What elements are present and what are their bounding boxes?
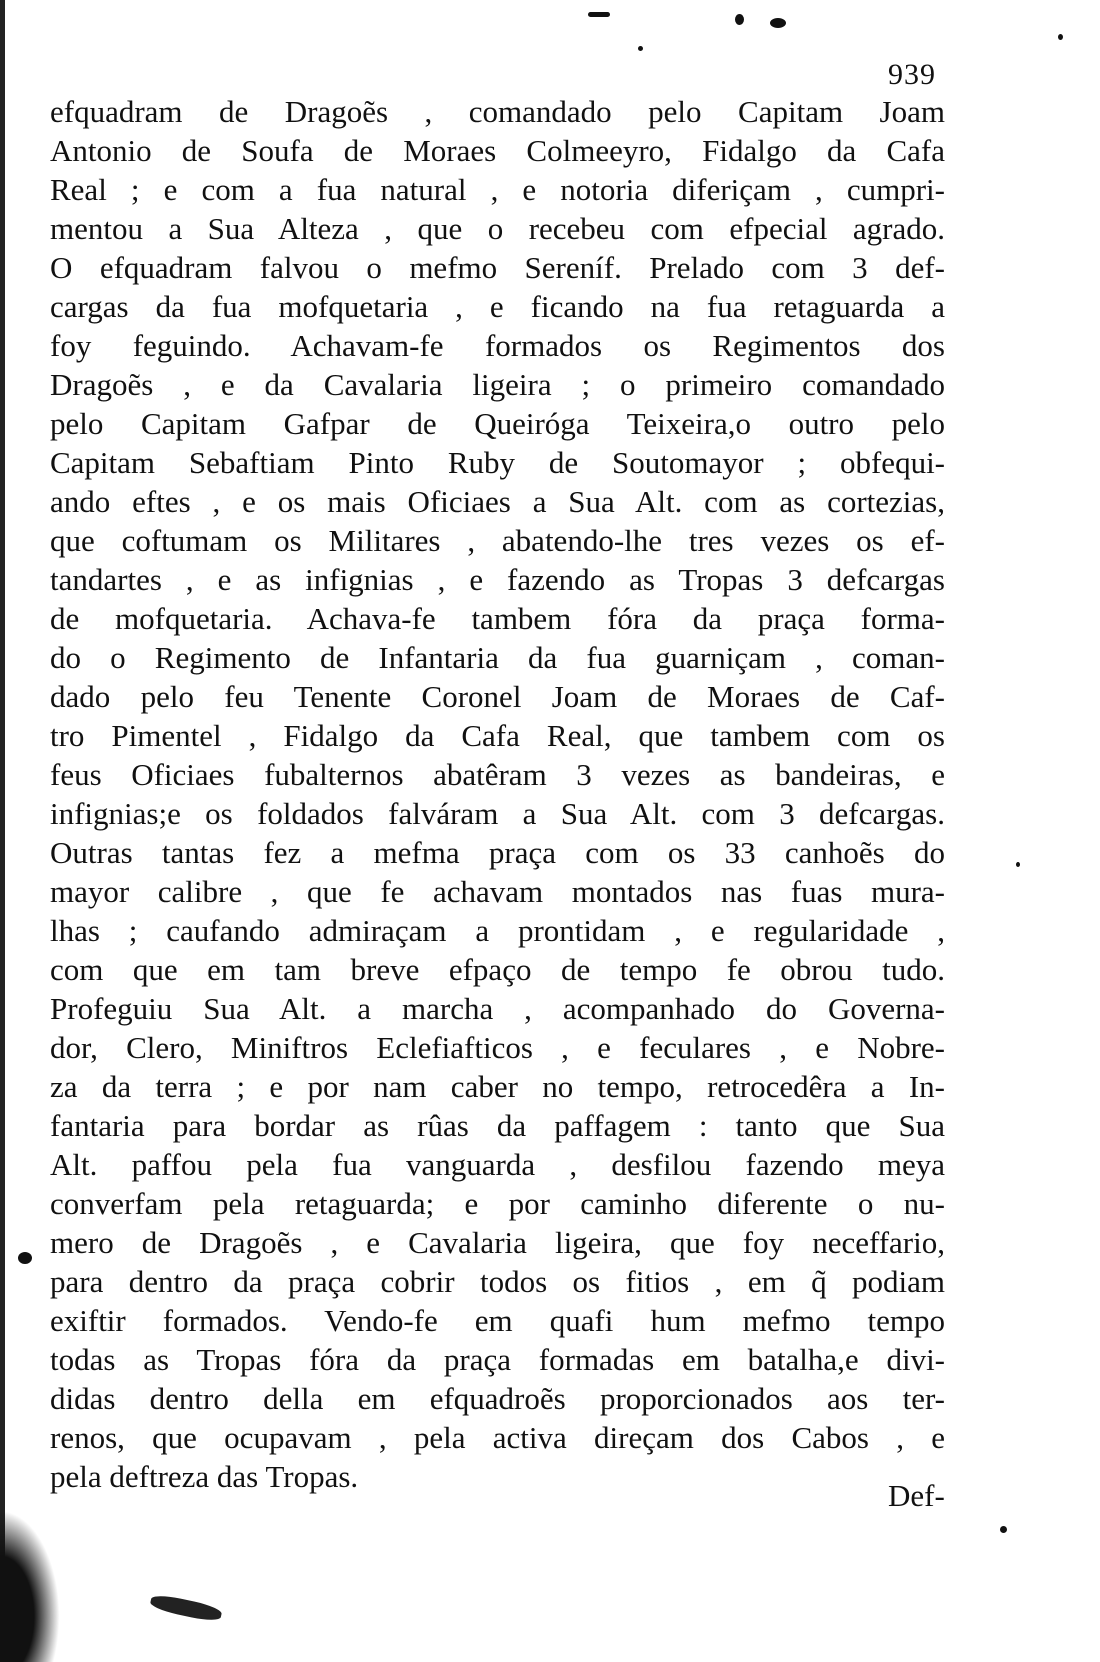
ink-speck [638,46,643,51]
page-number: 939 [888,58,936,91]
ink-speck [588,12,610,17]
ink-speck [1000,1526,1007,1533]
text-line: do o Regimento de Infantaria da fua guarniçam , coman- [50,640,945,675]
text-line: za da terra ; e por nam caber no tempo, retrocedêra a In- [50,1069,945,1104]
ink-speck [18,1252,32,1264]
text-line: feus Oficiaes fubalternos abatêram 3 vezes as bandeiras, e [50,757,945,792]
text-line: tro Pimentel , Fidalgo da Cafa Real, que tambem com os [50,718,945,753]
text-line: dado pelo feu Tenente Coronel Joam de Moraes de Caf- [50,679,945,714]
corner-blot [0,1510,60,1662]
text-line: ando eftes , e os mais Oficiaes a Sua Alt. com as cortezias, [50,484,945,519]
text-line: Real ; e com a fua natural , e notoria diferiçam , cumpri- [50,172,945,207]
ink-speck [1058,34,1063,40]
scan-edge-shadow [0,0,5,1662]
text-line: tandartes , e as infignias , e fazendo as Tropas 3 defcargas [50,562,945,597]
text-line: pelo Capitam Gafpar de Queiróga Teixeira,o outro pelo [50,406,945,441]
text-line: dor, Clero, Miniftros Eclefiafticos , e feculares , e Nobre- [50,1030,945,1065]
text-line: que coftumam os Militares , abatendo-lhe tres vezes os ef- [50,523,945,558]
text-line: de mofquetaria. Achava-fe tambem fóra da praça forma- [50,601,945,636]
text-line: Antonio de Soufa de Moraes Colmeeyro, Fidalgo da Cafa [50,133,945,168]
ink-speck [770,18,786,28]
text-line: foy feguindo. Achavam-fe formados os Regimentos dos [50,328,945,363]
text-line: para dentro da praça cobrir todos os fitios , em q̃ podiam [50,1264,945,1299]
text-line: Profeguiu Sua Alt. a marcha , acompanhado do Governa- [50,991,945,1026]
text-line: Capitam Sebaftiam Pinto Ruby de Soutomayor ; obfequi- [50,445,945,480]
text-line: lhas ; caufando admiraçam a prontidam , e regularidade , [50,913,945,948]
ink-speck [1016,862,1020,867]
text-line: O efquadram falvou o mefmo Sereníf. Prelado com 3 def- [50,250,945,285]
text-line: mayor calibre , que fe achavam montados nas fuas mura- [50,874,945,909]
text-line: Outras tantas fez a mefma praça com os 33 canhoẽs do [50,835,945,870]
text-line: renos, que ocupavam , pela activa direçam dos Cabos , e [50,1420,945,1455]
text-line: infignias;e os foldados falváram a Sua Alt. com 3 defcargas. [50,796,945,831]
text-line: converfam pela retaguarda; e por caminho diferente o nu- [50,1186,945,1221]
text-line: fantaria para bordar as rûas da paffagem : tanto que Sua [50,1108,945,1143]
ink-smear [149,1593,223,1624]
text-line: exiftir formados. Vendo-fe em quafi hum mefmo tempo [50,1303,945,1338]
catchword: Def- [888,1478,945,1513]
ink-speck [735,14,744,25]
text-line: didas dentro della em efquadroẽs proporcionados aos ter- [50,1381,945,1416]
text-line: todas as Tropas fóra da praça formadas em batalha,e divi- [50,1342,945,1377]
text-line: cargas da fua mofquetaria , e ficando na fua retaguarda a [50,289,945,324]
text-line: Dragoẽs , e da Cavalaria ligeira ; o primeiro comandado [50,367,945,402]
text-line: com que em tam breve efpaço de tempo fe obrou tudo. [50,952,945,987]
text-line: mentou a Sua Alteza , que o recebeu com efpecial agrado. [50,211,945,246]
text-line: mero de Dragoẽs , e Cavalaria ligeira, que foy neceffario, [50,1225,945,1260]
text-line: pela deftreza das Tropas. [50,1459,359,1494]
text-line: Alt. paffou pela fua vanguarda , desfilou fazendo meya [50,1147,945,1182]
text-line: efquadram de Dragoẽs , comandado pelo Capitam Joam [50,94,945,129]
